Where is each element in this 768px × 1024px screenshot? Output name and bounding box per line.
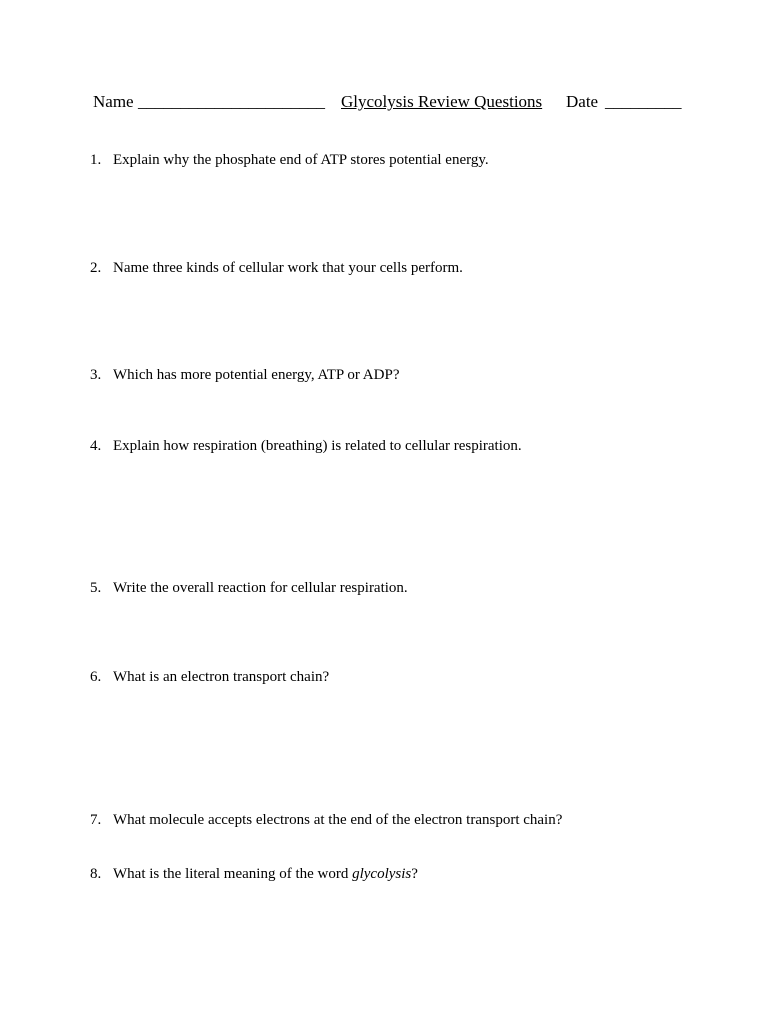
question-1 — [90, 152, 489, 169]
question-number: 8. — [90, 866, 102, 882]
worksheet-header — [93, 92, 683, 118]
question-2 — [90, 260, 463, 277]
question-number: 2. — [90, 260, 102, 276]
question-7 — [90, 812, 562, 829]
question-text: Which has more potential energy, ATP or ADP? — [113, 367, 400, 383]
question-number: 5. — [90, 580, 102, 596]
name-blank-line: ______________________ — [138, 92, 325, 111]
question-4 — [90, 438, 522, 455]
question-text: Write the overall reaction for cellular respiration. — [113, 580, 408, 596]
question-text-start: What is the literal meaning of the word — [113, 866, 353, 882]
question-text-end: ? — [411, 866, 418, 882]
question-text — [113, 866, 418, 882]
italic-term: glycolysis — [352, 866, 412, 882]
question-number: 6. — [90, 669, 102, 685]
date-label: Date — [566, 92, 599, 111]
question-number: 3. — [90, 367, 102, 383]
question-text: What is an electron transport chain? — [113, 669, 330, 685]
question-text: What molecule accepts electrons at the end of the electron transport chain? — [113, 812, 563, 828]
question-number: 7. — [90, 812, 102, 828]
worksheet-title: Glycolysis Review Questions — [341, 92, 543, 111]
question-number: 1. — [90, 152, 102, 168]
question-number: 4. — [90, 438, 102, 454]
question-5 — [90, 580, 408, 597]
question-text: Explain how respiration (breathing) is related to cellular respiration. — [113, 438, 522, 454]
date-blank-line: _________ — [605, 92, 682, 111]
question-text: Explain why the phosphate end of ATP stores potential energy. — [113, 152, 489, 168]
name-label: Name — [93, 92, 134, 111]
question-3 — [90, 367, 399, 384]
question-6 — [90, 669, 329, 686]
question-8 — [90, 866, 418, 883]
question-text: Name three kinds of cellular work that your cells perform. — [113, 260, 463, 276]
